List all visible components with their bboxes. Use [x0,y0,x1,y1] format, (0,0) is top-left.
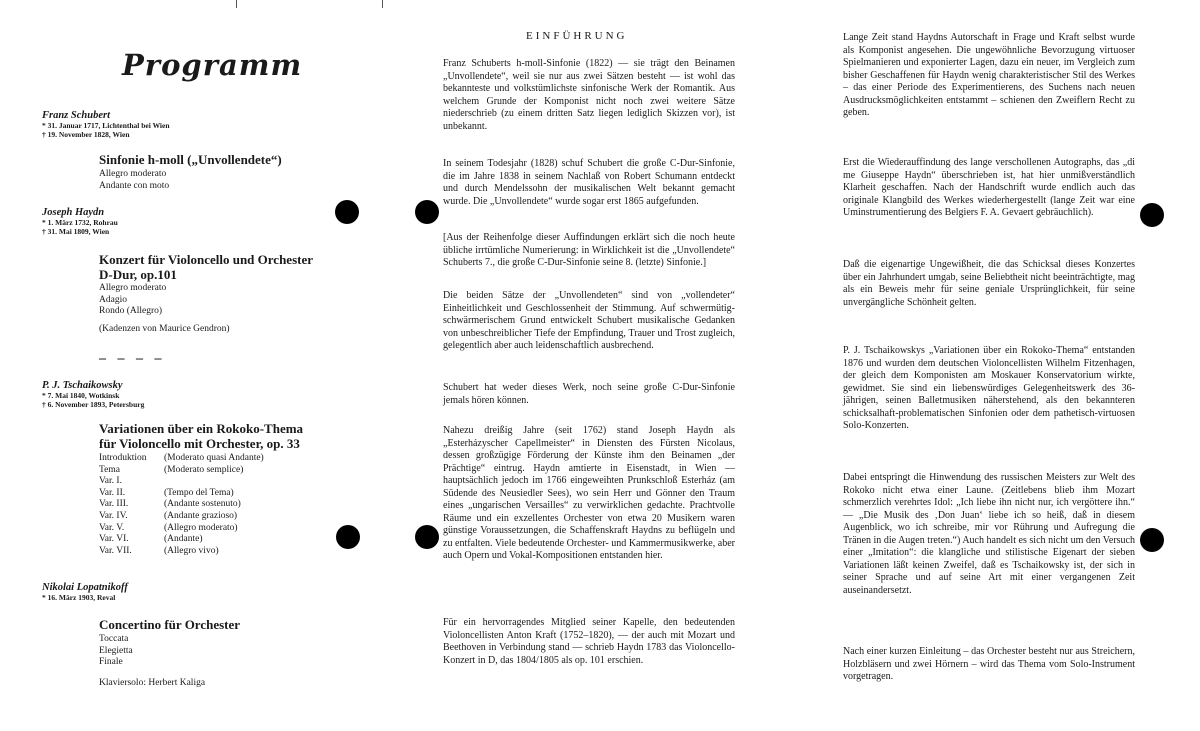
cadenza-note: (Kadenzen von Maurice Gendron) [99,323,230,334]
variation-row: Var. III. (Andante sostenuto) [99,499,241,510]
movement: Andante con moto [99,180,170,191]
variation-row: Var. V. (Allegro moderato) [99,522,238,533]
composer-birth: * 31. Januar 1717, Lichtenthal bei Wien [42,121,170,130]
variation-row: Var. IV. (Andante grazioso) [99,510,238,521]
composer-birth: * 7. Mai 1840, Wotkinsk [42,391,120,400]
paragraph: Franz Schuberts h-moll-Sinfonie (1822) — sie trägt den Beinamen „Unvollendete“, weil sie nur aus zwei Sätzen besteht — ist wohl das bekannteste und volkstümlichste sinfonische Werk der Romantik. Aus welchem Grunde der Komponist nicht noch zwei weitere Sätze niederschrieb (zu einem dritten Satz liegen lediglich Skizzen vor), ist unbekannt. [443,58,735,132]
work-haydn [99,252,359,335]
variation-row: Var. II. (Tempo del Tema) [99,487,234,498]
soloist: Klaviersolo: Herbert Kaliga [99,677,206,688]
separator: – – – – [99,351,166,366]
composer-haydn [42,207,342,236]
work-tschaikowsky [99,421,359,557]
movement: Finale [99,657,123,667]
paragraph: Für ein hervorragendes Mitglied seiner Kapelle, den bedeutenden Violoncellisten Anton Kraft (1752–1820), — der auch mit Mozart und Beethoven in Verbindung stand — schrieb Haydn 1783 das Violoncello-Konzert in D, das 1804/1805 als op. 101 erschien. [443,617,735,666]
composer-tschaikowsky [42,380,342,409]
variation-list [99,453,359,557]
movement: Toccata [99,634,129,644]
composer-name: Franz Schubert [42,110,110,121]
composer-schubert [42,110,342,139]
introduction-heading: EINFÜHRUNG [526,30,628,42]
paragraph: Daß die eigenartige Ungewißheit, die das Schicksal dieses Konzertes über ein Jahrhundert umgab, seine Beliebtheit nicht beeinträchtigte, mag als ein Beweis mehr für seine geniale Ursprünglichkeit, für seine unvergängliche Schönheit gelten. [843,259,1135,308]
composer-lopatnikoff [42,582,342,602]
composer-death: † 31. Mai 1809, Wien [42,227,110,236]
composer-death: † 6. November 1893, Petersburg [42,400,145,409]
variation-row: Var. VII. (Allegro vivo) [99,545,219,556]
variation-row: Var. VI. (Andante) [99,534,203,545]
introduction-column-2 [843,0,1135,731]
punch-hole [415,200,439,224]
movement: Allegro moderato [99,169,167,179]
paragraph: Nach einer kurzen Einleitung – das Orchester besteht nur aus Streichern, Holzbläsern und zwei Hörnern – wird das Thema vom Solo-Instrument vorgetragen. [843,646,1135,682]
paragraph: Nahezu dreißig Jahre (seit 1762) stand Joseph Haydn als „Esterházyscher Capellmeister“ in Diensten des Fürsten Nicolaus, dessen großzügige Förderung der Künste ihm den Beinamen „der Prächtige“ eintrug. Haydn amtierte in Eisenstadt, in Wien — hauptsächlich jedoch im 1766 eingeweihten Prunkschloß Esterház (am Südende des Neusiedler Sees), wo sein Herr und Gönner den Traum eines „ungarischen Versailles“ zu verwirklichen gedachte. Prachtvolle Räume und ein exzellentes Orchester von etwa 20 Musikern waren günstige Voraussetzungen, die Schaffenskraft Haydns zu beflügeln und zu entfalten. Viele bedeutende Orchester- und Kammermusikwerke, aber auch Opern und Vokal-Kompositionen entstanden hier. [443,425,735,561]
work-title: Concertino für Orchester [99,617,241,632]
introduction-column-1 [443,0,735,731]
program-column [42,0,342,731]
paragraph: Die beiden Sätze der „Unvollendeten“ sind von „vollendeter“ Einheitlichkeit und Geschlossenheit der Stimmung. Auf schwermütig-schwärmerischem Grund entwickelt Schubert musikalische Gedanken von unbeschreiblicher Tiefe der Empfindung, Trauer und Trost zugleich, gelegentlich aber auch leidenschaftlich ausbrechend. [443,290,735,351]
composer-death: † 19. November 1828, Wien [42,130,130,139]
composer-birth: * 1. März 1732, Rohrau [42,218,118,227]
paragraph: Schubert hat weder dieses Werk, noch seine große C-Dur-Sinfonie jemals hören können. [443,382,735,406]
movement: Elegietta [99,645,133,656]
composer-name: Nikolai Lopatnikoff [42,582,128,593]
paragraph: Erst die Wiederauffindung des lange verschollenen Autographs, das „di me Giuseppe Haydn“ überschrieben ist, hat hier unmißverständlich Klarheit geschaffen. Nach der Handschrift wurde endlich auch das originale Klangbild des Werkes wiederhergestellt (lange Zeit war eine Uminstrumentierung des Belgiers F. A. Gevaert gebräuchlich). [843,157,1135,218]
paragraph: [Aus der Reihenfolge dieser Auffindungen erklärt sich die noch heute übliche irrtümliche Numerierung: in Wirklichkeit ist die „Unvollendete“ Schuberts 7., die große C-Dur-Sinfonie seine 8. (letzte) Sinfonie.] [443,232,735,268]
composer-name: Joseph Haydn [42,207,105,218]
punch-hole [1140,528,1164,552]
variation-row: Tema (Moderato semplice) [99,464,244,475]
movement: Rondo (Allegro) [99,306,163,316]
punch-hole [1140,203,1164,227]
paragraph: Lange Zeit stand Haydns Autorschaft in Frage und Kraft selbst wurde als Komponist angesehen. Die ungewöhnliche Bevorzugung virtuoser Spielmanieren und exponierter Lagen, dazu ein neuer, im Vergleich zum bisher Geschaffenen für Haydn wenig charakteristischer Stil des Werkes – das einer Periode des Experimentierens, des Suchens nach neuen Ausdrucksmöglichkeiten entstammt – schienen den Zweiflern Recht zu geben. [843,32,1135,118]
work-title: Sinfonie h-moll („Unvollendete“) [99,152,282,167]
program-title: Programm [122,48,303,82]
movement: Adagio [99,294,127,305]
variation-row: Introduktion (Moderato quasi Andante) [99,453,264,463]
work-title: Variationen über ein Rokoko-Thema [99,421,304,436]
work-schubert [99,152,359,192]
work-title: D-Dur, op.101 [99,267,177,282]
paragraph: In seinem Todesjahr (1828) schuf Schubert die große C-Dur-Sinfonie, die im Jahre 1838 in seinem Nachlaß von Robert Schumann entdeckt und durch Mendelssohn der musikalischen Welt bekannt gemacht wurde. Die „Unvollendete“ wurde sogar erst 1865 aufgefunden. [443,158,735,207]
movement: Allegro moderato [99,283,167,293]
work-title: für Violoncello mit Orchester, op. 33 [99,436,300,451]
variation-row: Var. I. [99,476,122,487]
work-title: Konzert für Violoncello und Orchester [99,252,313,267]
paragraph: P. J. Tschaikowskys „Variationen über ein Rokoko-Thema“ entstanden 1876 und wurden dem deutschen Violoncellisten Wilhelm Fitzenhagen, der gleich dem Komponisten am Moskauer Konservatorium wirkte, gewidmet. Sie sind ein liebenswürdiges Gelegenheitswerk des 36-jährigen, seinen Balletmusiken näherstehend, als den bekannteren schicksalhaft-problematischen Sinfonien oder dem pathetisch-virtuosen Solo-Konzerten. [843,345,1135,431]
punch-hole [415,525,439,549]
composer-name: P. J. Tschaikowsky [42,380,123,391]
composer-birth: * 16. März 1903, Reval [42,593,116,602]
paragraph: Dabei entspringt die Hinwendung des russischen Meisters zur Welt des Rokoko nicht etwa einer Laune. (Zeitlebens blieb ihm Mozart schmerzlich verehrtes Idol: „Ich liebe ihn nicht nur, ich vergöttere ihn.“ — „Die Musik des ‚Don Juan‘ liebe ich so heiß, daß in diesem Augenblick, wo ich schreibe, mir vor Rührung und Aufregung die Tränen in die Augen treten.“) Auch handelt es sich nicht um den Versuch einer „Imitation“: die klangliche und stilistische Eigenart der sieben Variationen läßt keinen Zweifel, daß es Tschaikowsky ist, der sich in seiner Sprache und auf seine Art mit einer vergangenen Zeit auseinandersetzt. [843,472,1135,596]
work-lopatnikoff [99,617,359,689]
page-mark [382,0,383,8]
